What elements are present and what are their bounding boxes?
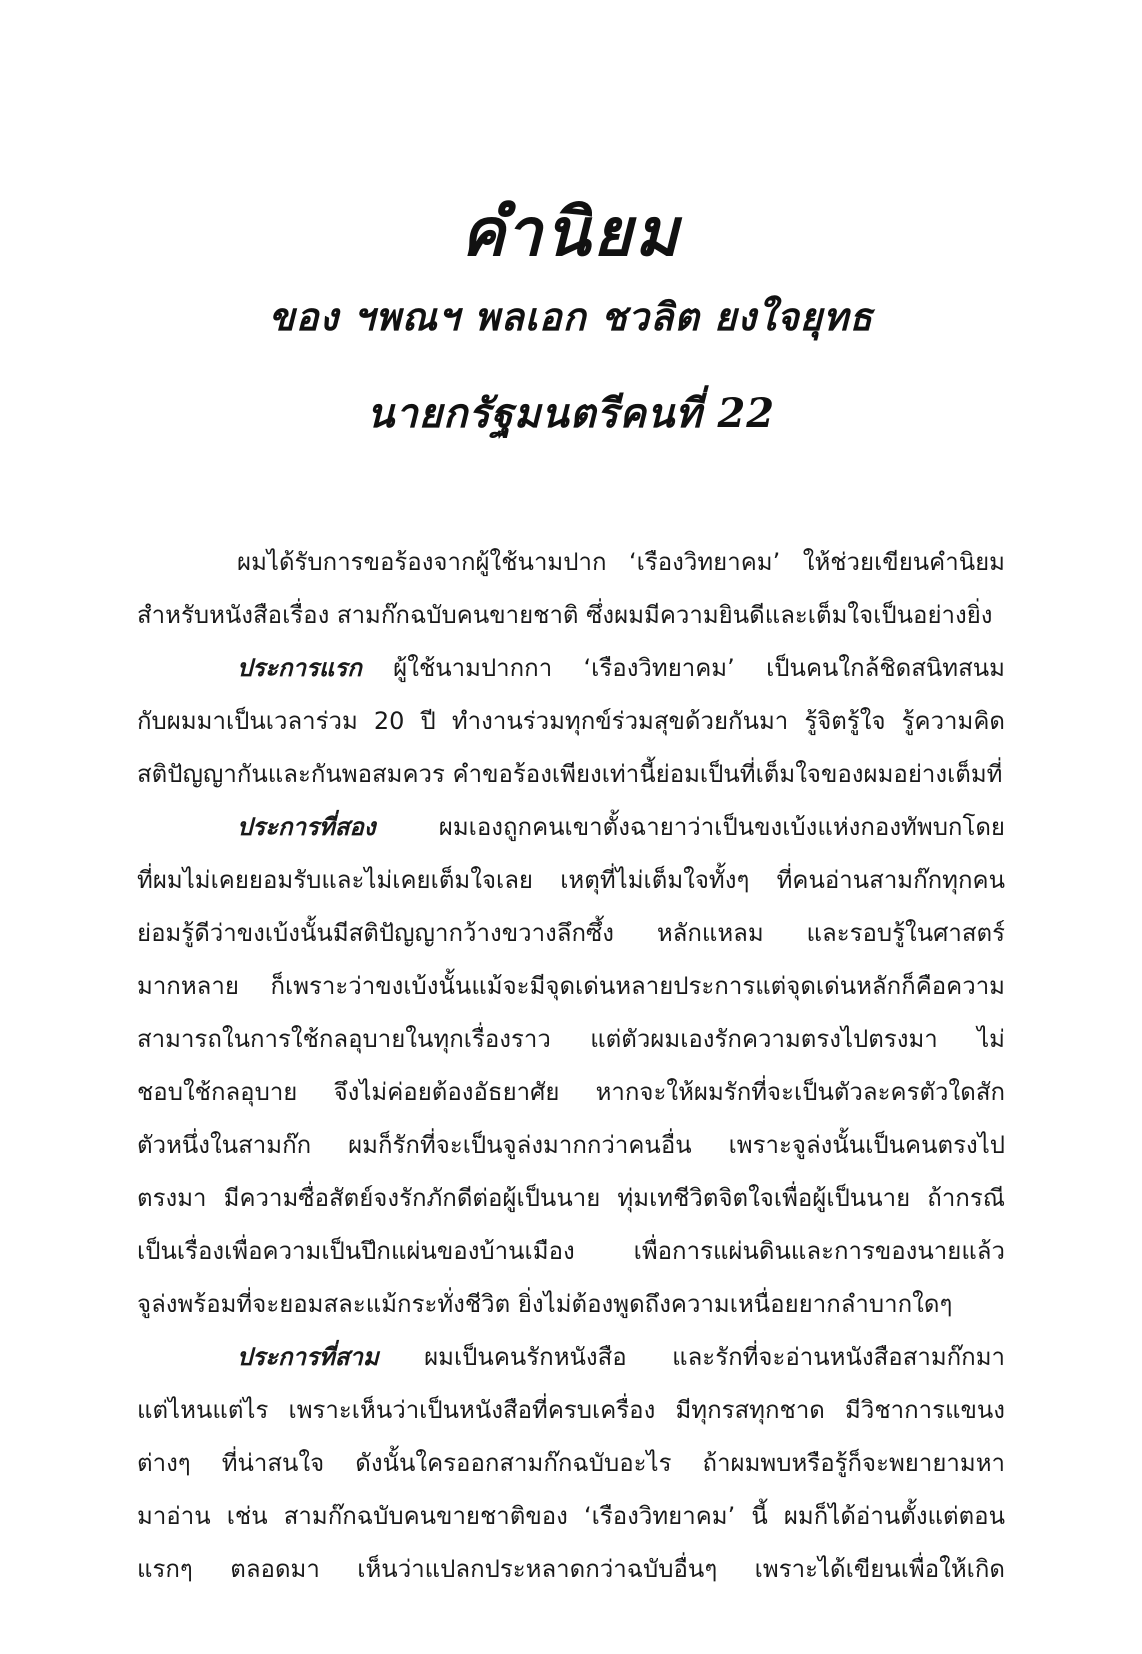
line-text: แต่ไหนแต่ไร เพราะเห็นว่าเป็นหนังสือที่ครบเครื่อง มีทุกรสทุกชาด มีวิชาการแขนง <box>137 1396 1005 1424</box>
text-line <box>137 960 1005 1013</box>
text-line <box>137 1119 1005 1172</box>
line-text: ที่ผมไม่เคยยอมรับและไม่เคยเต็มใจเลย เหตุที่ไม่เต็มใจทั้งๆ ที่คนอ่านสามก๊กทุกคน <box>137 866 1005 894</box>
text-line <box>137 1384 1005 1437</box>
author-position-line: นายกรัฐมนตรีคนที่ 22 <box>366 390 776 437</box>
page-title: คำนิยม <box>460 193 682 271</box>
line-text: สำหรับหนังสือเรื่อง สามก๊กฉบับคนขายชาติ ซึ่งผมมีความยินดีและเต็มใจเป็นอย่างยิ่ง <box>137 601 993 629</box>
line-text: ตัวหนึ่งในสามก๊ก ผมก็รักที่จะเป็นจูล่งมากกว่าคนอื่น เพราะจูล่งนั้นเป็นคนตรงไป <box>137 1131 1005 1159</box>
text-line <box>137 1490 1005 1543</box>
text-line <box>137 1331 1005 1384</box>
text-line <box>137 536 1005 589</box>
text-line <box>137 1278 1005 1331</box>
line-text: แรกๆ ตลอดมา เห็นว่าแปลกประหลาดกว่าฉบับอื่นๆ เพราะได้เขียนเพื่อให้เกิด <box>137 1555 1005 1583</box>
text-line <box>137 1013 1005 1066</box>
line-text: ผมเองถูกคนเขาตั้งฉายาว่าเป็นขงเบ้งแห่งกองทัพบกโดย <box>375 813 1005 841</box>
text-line <box>137 589 1005 642</box>
line-text: มาอ่าน เช่น สามก๊กฉบับคนขายชาติของ ‘เรืองวิทยาคม’ นี้ ผมก็ได้อ่านตั้งแต่ตอน <box>137 1502 1005 1530</box>
line-text: มากหลาย ก็เพราะว่าขงเบ้งนั้นแม้จะมีจุดเด่นหลายประการแต่จุดเด่นหลักก็คือความ <box>137 972 1005 1000</box>
line-text: ผมได้รับการขอร้องจากผู้ใช้นามปาก ‘เรืองวิทยาคม’ ให้ช่วยเขียนคำนิยม <box>237 548 1005 576</box>
line-text: ชอบใช้กลอุบาย จึงไม่ค่อยต้องอัธยาศัย หากจะให้ผมรักที่จะเป็นตัวละครตัวใดสัก <box>137 1078 1005 1106</box>
line-text: ต่างๆ ที่น่าสนใจ ดังนั้นใครออกสามก๊กฉบับอะไร ถ้าผมพบหรือรู้ก็จะพยายามหา <box>137 1449 1005 1477</box>
line-text: ผมเป็นคนรักหนังสือ และรักที่จะอ่านหนังสือสามก๊กมา <box>378 1343 1005 1371</box>
text-line <box>137 1225 1005 1278</box>
paragraph-lead: ประการแรก <box>237 654 362 682</box>
text-line <box>137 854 1005 907</box>
text-line <box>137 642 1005 695</box>
line-text: สามารถในการใช้กลอุบายในทุกเรื่องราว แต่ตัวผมเองรักความตรงไปตรงมา ไม่ <box>137 1025 1005 1053</box>
author-line: ของ ฯพณฯ พลเอก ชวลิต ยงใจยุทธ <box>268 294 874 339</box>
paragraph-lead: ประการที่สาม <box>237 1343 379 1371</box>
line-text: ย่อมรู้ดีว่าขงเบ้งนั้นมีสติปัญญากว้างขวางลึกซึ้ง หลักแหลม และรอบรู้ในศาสตร์ <box>137 919 1005 947</box>
text-line <box>137 1543 1005 1596</box>
text-line <box>137 748 1005 801</box>
line-text: ผู้ใช้นามปากกา ‘เรืองวิทยาคม’ เป็นคนใกล้ชิดสนิทสนม <box>361 654 1005 682</box>
text-line <box>137 907 1005 960</box>
text-line <box>137 1437 1005 1490</box>
text-line <box>137 801 1005 854</box>
text-line <box>137 1066 1005 1119</box>
foreword-body <box>137 536 1005 1596</box>
text-line <box>137 1172 1005 1225</box>
line-text: สติปัญญากันและกันพอสมควร คำขอร้องเพียงเท่านี้ย่อมเป็นที่เต็มใจของผมอย่างเต็มที่ <box>137 760 1003 788</box>
line-text: เป็นเรื่องเพื่อความเป็นปึกแผ่นของบ้านเมือง เพื่อการแผ่นดินและการของนายแล้ว <box>137 1237 1005 1265</box>
text-line <box>137 695 1005 748</box>
line-text: ตรงมา มีความซื่อสัตย์จงรักภักดีต่อผู้เป็นนาย ทุ่มเทชีวิตจิตใจเพื่อผู้เป็นนาย ถ้ากรณี <box>137 1184 1005 1212</box>
paragraph-lead: ประการที่สอง <box>237 813 376 841</box>
line-text: จูล่งพร้อมที่จะยอมสละแม้กระทั่งชีวิต ยิ่งไม่ต้องพูดถึงความเหนื่อยยากลำบากใดๆ <box>137 1290 953 1318</box>
line-text: กับผมมาเป็นเวลาร่วม 20 ปี ทำงานร่วมทุกข์ร่วมสุขด้วยกันมา รู้จิตรู้ใจ รู้ความคิด <box>137 707 1005 735</box>
